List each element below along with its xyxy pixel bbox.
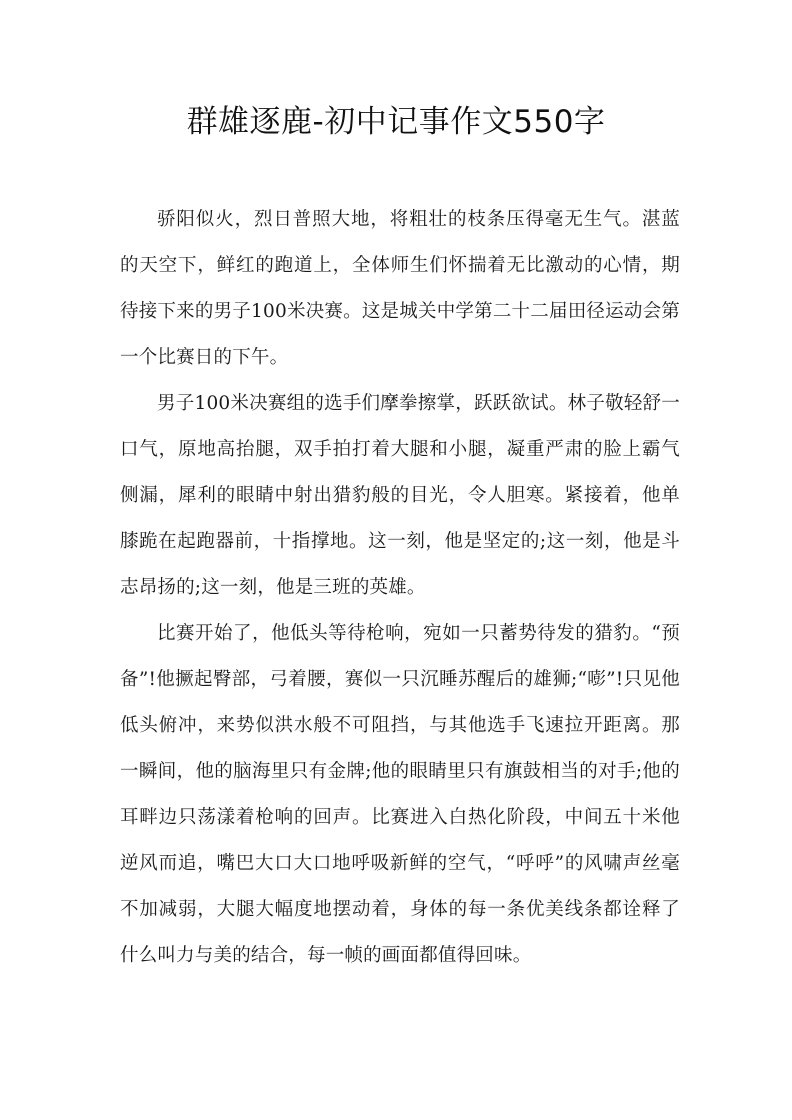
paragraph-1: 骄阳似火，烈日普照大地，将粗壮的枝条压得毫无生气。湛蓝的天空下，鲜红的跑道上，全体师生们怀揣着无比激动的心情，期待接下来的男子100米决赛。这是城关中学第二十二届田径运动会第一个比赛日的下午。 [120,209,680,368]
page-title: 群雄逐鹿-初中记事作文550字 [186,104,606,140]
paragraph-3: 比赛开始了，他低头等待枪响，宛如一只蓄势待发的猎豹。“预备”!他撅起臀部，弓着腰，赛似一只沉睡苏醒后的雄狮;“嘭”!只见他低头俯冲，来势似洪水般不可阻挡，与其他选手飞速拉开距离。那一瞬间，他的脑海里只有金牌;他的眼睛里只有旗鼓相当的对手;他的耳畔边只荡漾着枪响的回声。比赛进入白热化阶段，中间五十米他逆风而追，嘴巴大口大口地呼吸新鲜的空气，“呼呼”的风啸声丝毫不加减弱，大腿大幅度地摆动着，身体的每一条优美线条都诠释了什么叫力与美的结合，每一帧的画面都值得回味。 [120,623,680,966]
paragraph-2: 男子100米决赛组的选手们摩拳擦掌，跃跃欲试。林子敬轻舒一口气，原地高抬腿，双手拍打着大腿和小腿，凝重严肃的脸上霸气侧漏，犀利的眼睛中射出猎豹般的目光，令人胆寒。紧接着，他单膝跪在起跑器前，十指撑地。这一刻，他是坚定的;这一刻，他是斗志昂扬的;这一刻，他是三班的英雄。 [120,393,680,598]
article-body [120,197,680,979]
